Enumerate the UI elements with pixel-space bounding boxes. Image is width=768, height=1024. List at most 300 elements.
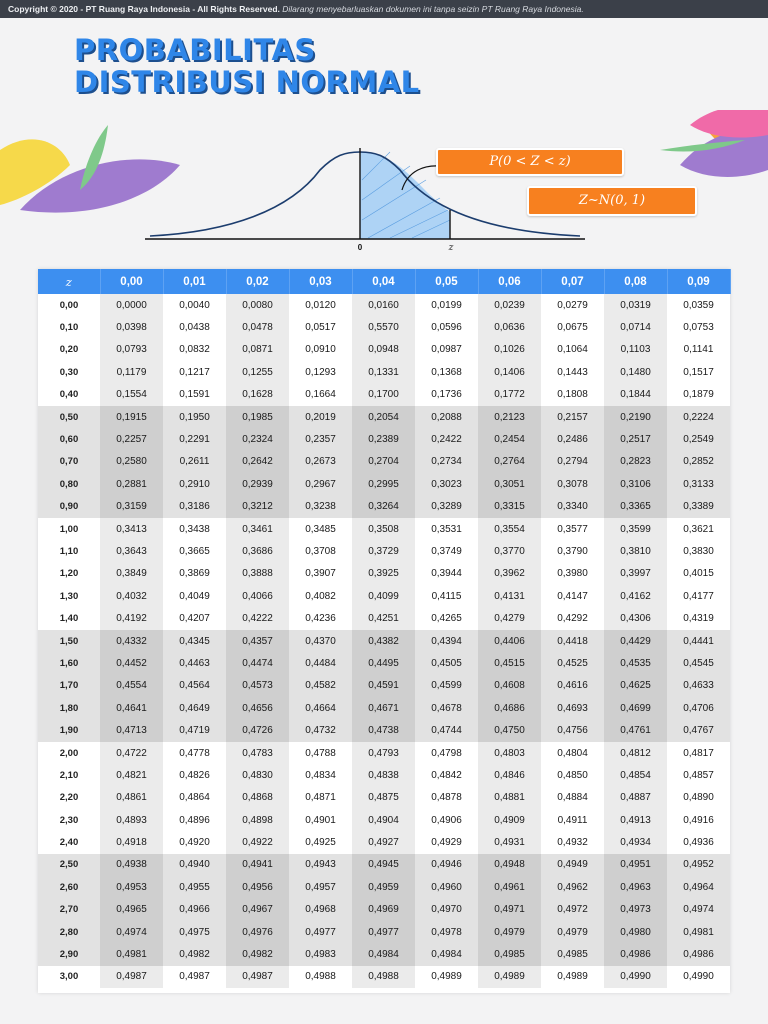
probability-cell: 0,4967	[226, 899, 289, 921]
probability-cell: 0,4983	[289, 943, 352, 965]
probability-cell: 0,4664	[289, 697, 352, 719]
probability-cell: 0,0675	[541, 316, 604, 338]
probability-cell: 0,4236	[289, 607, 352, 629]
probability-cell: 0,2422	[415, 428, 478, 450]
probability-cell: 0,4761	[604, 719, 667, 741]
probability-cell: 0,4738	[352, 719, 415, 741]
probability-cell: 0,2764	[478, 451, 541, 473]
probability-cell: 0,2190	[604, 406, 667, 428]
row-z-value: 1,80	[38, 697, 100, 719]
probability-cell: 0,4987	[100, 966, 163, 988]
probability-cell: 0,4980	[604, 921, 667, 943]
probability-cell: 0,4861	[100, 787, 163, 809]
probability-cell: 0,0398	[100, 316, 163, 338]
probability-cell: 0,2642	[226, 451, 289, 473]
probability-cell: 0,3962	[478, 563, 541, 585]
probability-cell: 0,4525	[541, 652, 604, 674]
probability-cell: 0,4943	[289, 854, 352, 876]
probability-cell: 0,2454	[478, 428, 541, 450]
probability-cell: 0,1026	[478, 339, 541, 361]
table-row	[38, 496, 730, 518]
probability-cell: 0,4977	[289, 921, 352, 943]
probability-cell: 0,4495	[352, 652, 415, 674]
probability-cell: 0,0596	[415, 316, 478, 338]
probability-cell: 0,3944	[415, 563, 478, 585]
probability-cell: 0,2291	[163, 428, 226, 450]
title-line-2: DISTRIBUSI NORMAL	[74, 65, 420, 99]
column-header: 0,09	[667, 269, 730, 294]
probability-cell: 0,4968	[289, 899, 352, 921]
probability-cell: 0,4936	[667, 831, 730, 853]
probability-cell: 0,3133	[667, 473, 730, 495]
table-row	[38, 742, 730, 764]
probability-cell: 0,2580	[100, 451, 163, 473]
probability-cell: 0,4978	[415, 921, 478, 943]
probability-cell: 0,3665	[163, 540, 226, 562]
probability-cell: 0,4115	[415, 585, 478, 607]
probability-cell: 0,4804	[541, 742, 604, 764]
table-row	[38, 719, 730, 741]
probability-cell: 0,1517	[667, 361, 730, 383]
probability-cell: 0,4015	[667, 563, 730, 585]
probability-cell: 0,4918	[100, 831, 163, 853]
probability-cell: 0,4082	[289, 585, 352, 607]
probability-cell: 0,4756	[541, 719, 604, 741]
probability-cell: 0,3159	[100, 496, 163, 518]
probability-cell: 0,4857	[667, 764, 730, 786]
row-z-value: 2,80	[38, 921, 100, 943]
probability-cell: 0,0987	[415, 339, 478, 361]
probability-cell: 0,4370	[289, 630, 352, 652]
probability-cell: 0,0793	[100, 339, 163, 361]
probability-cell: 0,4925	[289, 831, 352, 853]
column-header: 0,03	[289, 269, 352, 294]
probability-cell: 0,4817	[667, 742, 730, 764]
row-z-value: 2,20	[38, 787, 100, 809]
probability-cell: 0,4812	[604, 742, 667, 764]
probability-cell: 0,4988	[289, 966, 352, 988]
row-z-value: 2,10	[38, 764, 100, 786]
probability-cell: 0,4099	[352, 585, 415, 607]
column-header: 0,06	[478, 269, 541, 294]
probability-cell: 0,4987	[163, 966, 226, 988]
probability-cell: 0,4535	[604, 652, 667, 674]
probability-cell: 0,4868	[226, 787, 289, 809]
table-row	[38, 809, 730, 831]
probability-cell: 0,4953	[100, 876, 163, 898]
column-header: 0,01	[163, 269, 226, 294]
row-z-value: 0,70	[38, 451, 100, 473]
table-row	[38, 339, 730, 361]
probability-cell: 0,4955	[163, 876, 226, 898]
probability-cell: 0,2673	[289, 451, 352, 473]
probability-cell: 0,2910	[163, 473, 226, 495]
probability-cell: 0,4932	[541, 831, 604, 853]
z-table	[38, 269, 731, 988]
probability-cell: 0,4474	[226, 652, 289, 674]
probability-cell: 0,4989	[541, 966, 604, 988]
probability-cell: 0,3997	[604, 563, 667, 585]
copyright-text: Copyright © 2020 - PT Ruang Raya Indonesia - All Rights Reserved.	[8, 4, 280, 14]
probability-cell: 0,2967	[289, 473, 352, 495]
probability-cell: 0,0438	[163, 316, 226, 338]
probability-cell: 0,4545	[667, 652, 730, 674]
probability-cell: 0,3212	[226, 496, 289, 518]
probability-cell: 0,2054	[352, 406, 415, 428]
probability-cell: 0,3106	[604, 473, 667, 495]
page-title	[74, 34, 420, 98]
probability-cell: 0,1255	[226, 361, 289, 383]
table-row	[38, 854, 730, 876]
probability-cell: 0,5570	[352, 316, 415, 338]
probability-cell: 0,0636	[478, 316, 541, 338]
probability-cell: 0,4279	[478, 607, 541, 629]
probability-cell: 0,2734	[415, 451, 478, 473]
probability-cell: 0,4850	[541, 764, 604, 786]
row-z-value: 0,40	[38, 384, 100, 406]
leaf-pink-right	[690, 110, 768, 138]
row-z-value: 0,80	[38, 473, 100, 495]
probability-cell: 0,4971	[478, 899, 541, 921]
probability-cell: 0,4972	[541, 899, 604, 921]
probability-cell: 0,2324	[226, 428, 289, 450]
probability-cell: 0,4989	[415, 966, 478, 988]
probability-cell: 0,4901	[289, 809, 352, 831]
probability-cell: 0,4713	[100, 719, 163, 741]
probability-cell: 0,3599	[604, 518, 667, 540]
probability-cell: 0,1879	[667, 384, 730, 406]
row-z-value: 3,00	[38, 966, 100, 988]
probability-cell: 0,0832	[163, 339, 226, 361]
probability-cell: 0,2389	[352, 428, 415, 450]
table-row	[38, 652, 730, 674]
probability-cell: 0,2939	[226, 473, 289, 495]
probability-cell: 0,4564	[163, 675, 226, 697]
probability-cell: 0,4429	[604, 630, 667, 652]
probability-cell: 0,4875	[352, 787, 415, 809]
probability-cell: 0,4981	[100, 943, 163, 965]
table-row	[38, 966, 730, 988]
probability-cell: 0,3340	[541, 496, 604, 518]
probability-cell: 0,3531	[415, 518, 478, 540]
probability-cell: 0,4783	[226, 742, 289, 764]
probability-cell: 0,4984	[415, 943, 478, 965]
probability-cell: 0,3888	[226, 563, 289, 585]
probability-cell: 0,4767	[667, 719, 730, 741]
probability-cell: 0,3749	[415, 540, 478, 562]
probability-cell: 0,4722	[100, 742, 163, 764]
probability-cell: 0,3315	[478, 496, 541, 518]
table-row	[38, 630, 730, 652]
probability-cell: 0,4162	[604, 585, 667, 607]
probability-cell: 0,4938	[100, 854, 163, 876]
probability-cell: 0,3907	[289, 563, 352, 585]
probability-cell: 0,4656	[226, 697, 289, 719]
probability-cell: 0,0948	[352, 339, 415, 361]
probability-cell: 0,2611	[163, 451, 226, 473]
probability-cell: 0,4864	[163, 787, 226, 809]
probability-cell: 0,3508	[352, 518, 415, 540]
probability-cell: 0,0753	[667, 316, 730, 338]
table-row	[38, 316, 730, 338]
probability-cell: 0,4834	[289, 764, 352, 786]
probability-cell: 0,4505	[415, 652, 478, 674]
probability-cell: 0,2852	[667, 451, 730, 473]
column-header: 0,02	[226, 269, 289, 294]
probability-cell: 0,4222	[226, 607, 289, 629]
table-row	[38, 563, 730, 585]
probability-cell: 0,3413	[100, 518, 163, 540]
probability-cell: 0,4984	[352, 943, 415, 965]
probability-cell: 0,4957	[289, 876, 352, 898]
probability-cell: 0,4207	[163, 607, 226, 629]
probability-cell: 0,4977	[352, 921, 415, 943]
probability-cell: 0,0120	[289, 294, 352, 316]
probability-cell: 0,4904	[352, 809, 415, 831]
probability-cell: 0,1950	[163, 406, 226, 428]
probability-cell: 0,1554	[100, 384, 163, 406]
probability-cell: 0,4898	[226, 809, 289, 831]
probability-cell: 0,4987	[226, 966, 289, 988]
row-z-value: 0,00	[38, 294, 100, 316]
probability-cell: 0,4963	[604, 876, 667, 898]
table-body	[38, 294, 730, 988]
probability-cell: 0,4699	[604, 697, 667, 719]
column-header: 0,05	[415, 269, 478, 294]
probability-cell: 0,4890	[667, 787, 730, 809]
probability-cell: 0,2995	[352, 473, 415, 495]
probability-cell: 0,1368	[415, 361, 478, 383]
probability-cell: 0,4750	[478, 719, 541, 741]
probability-cell: 0,4686	[478, 697, 541, 719]
probability-cell: 0,4896	[163, 809, 226, 831]
probability-cell: 0,1406	[478, 361, 541, 383]
probability-cell: 0,4641	[100, 697, 163, 719]
probability-cell: 0,4633	[667, 675, 730, 697]
probability-cell: 0,3708	[289, 540, 352, 562]
probability-cell: 0,0359	[667, 294, 730, 316]
probability-cell: 0,1480	[604, 361, 667, 383]
probability-cell: 0,3485	[289, 518, 352, 540]
probability-cell: 0,4920	[163, 831, 226, 853]
row-z-value: 0,20	[38, 339, 100, 361]
row-z-value: 1,00	[38, 518, 100, 540]
probability-cell: 0,4881	[478, 787, 541, 809]
probability-cell: 0,2549	[667, 428, 730, 450]
probability-cell: 0,1915	[100, 406, 163, 428]
probability-cell: 0,3078	[541, 473, 604, 495]
probability-cell: 0,4979	[478, 921, 541, 943]
row-z-value: 2,00	[38, 742, 100, 764]
probability-cell: 0,4830	[226, 764, 289, 786]
probability-cell: 0,4452	[100, 652, 163, 674]
probability-cell: 0,2823	[604, 451, 667, 473]
probability-cell: 0,3925	[352, 563, 415, 585]
row-z-value: 2,30	[38, 809, 100, 831]
column-header: 0,00	[100, 269, 163, 294]
probability-cell: 0,3810	[604, 540, 667, 562]
probability-cell: 0,4788	[289, 742, 352, 764]
probability-cell: 0,4332	[100, 630, 163, 652]
probability-cell: 0,4406	[478, 630, 541, 652]
probability-cell: 0,3461	[226, 518, 289, 540]
probability-cell: 0,4941	[226, 854, 289, 876]
probability-cell: 0,4893	[100, 809, 163, 831]
row-z-value: 0,50	[38, 406, 100, 428]
table-row	[38, 607, 730, 629]
probability-cell: 0,2257	[100, 428, 163, 450]
probability-cell: 0,3023	[415, 473, 478, 495]
probability-cell: 0,4966	[163, 899, 226, 921]
column-header: 0,07	[541, 269, 604, 294]
probability-cell: 0,2704	[352, 451, 415, 473]
probability-cell: 0,0910	[289, 339, 352, 361]
probability-cell: 0,4989	[478, 966, 541, 988]
row-z-value: 0,90	[38, 496, 100, 518]
probability-cell: 0,4306	[604, 607, 667, 629]
probability-cell: 0,4319	[667, 607, 730, 629]
probability-cell: 0,4292	[541, 607, 604, 629]
probability-cell: 0,4265	[415, 607, 478, 629]
probability-cell: 0,4706	[667, 697, 730, 719]
probability-cell: 0,1772	[478, 384, 541, 406]
probability-cell: 0,4964	[667, 876, 730, 898]
probability-cell: 0,4582	[289, 675, 352, 697]
probability-cell: 0,3577	[541, 518, 604, 540]
probability-cell: 0,4591	[352, 675, 415, 697]
row-z-value: 1,60	[38, 652, 100, 674]
probability-cell: 0,4732	[289, 719, 352, 741]
probability-cell: 0,3238	[289, 496, 352, 518]
probability-cell: 0,0239	[478, 294, 541, 316]
probability-cell: 0,4986	[604, 943, 667, 965]
probability-cell: 0,3289	[415, 496, 478, 518]
probability-cell: 0,3438	[163, 518, 226, 540]
probability-cell: 0,4976	[226, 921, 289, 943]
probability-cell: 0,4946	[415, 854, 478, 876]
table-row	[38, 675, 730, 697]
probability-cell: 0,2517	[604, 428, 667, 450]
probability-cell: 0,4625	[604, 675, 667, 697]
probability-cell: 0,3770	[478, 540, 541, 562]
probability-cell: 0,4192	[100, 607, 163, 629]
probability-cell: 0,4982	[226, 943, 289, 965]
probability-cell: 0,3980	[541, 563, 604, 585]
probability-cell: 0,4049	[163, 585, 226, 607]
probability-cell: 0,1064	[541, 339, 604, 361]
probability-cell: 0,0517	[289, 316, 352, 338]
probability-cell: 0,4846	[478, 764, 541, 786]
copyright-notice: Dilarang menyebarluaskan dokumen ini tanpa seizin PT Ruang Raya Indonesia.	[282, 4, 584, 14]
probability-cell: 0,3790	[541, 540, 604, 562]
probability-cell: 0,4177	[667, 585, 730, 607]
table-row	[38, 428, 730, 450]
probability-cell: 0,0199	[415, 294, 478, 316]
probability-cell: 0,4803	[478, 742, 541, 764]
probability-cell: 0,1844	[604, 384, 667, 406]
probability-cell: 0,4909	[478, 809, 541, 831]
probability-cell: 0,4463	[163, 652, 226, 674]
probability-cell: 0,1664	[289, 384, 352, 406]
probability-cell: 0,1293	[289, 361, 352, 383]
probability-cell: 0,1628	[226, 384, 289, 406]
probability-cell: 0,4906	[415, 809, 478, 831]
probability-cell: 0,1808	[541, 384, 604, 406]
probability-cell: 0,4616	[541, 675, 604, 697]
probability-cell: 0,4990	[667, 966, 730, 988]
distribution-formula-badge: Z~N(0, 1)	[527, 186, 697, 216]
leaf-purple-right	[680, 130, 768, 177]
probability-cell: 0,1700	[352, 384, 415, 406]
table-row	[38, 361, 730, 383]
table-row	[38, 585, 730, 607]
probability-cell: 0,4066	[226, 585, 289, 607]
z-table-container	[38, 269, 730, 993]
header-z: z	[38, 269, 100, 294]
table-row	[38, 473, 730, 495]
title-line-1: PROBABILITAS	[74, 33, 316, 67]
probability-cell: 0,4793	[352, 742, 415, 764]
probability-cell: 0,2157	[541, 406, 604, 428]
probability-cell: 0,4032	[100, 585, 163, 607]
probability-cell: 0,4927	[352, 831, 415, 853]
row-z-value: 2,90	[38, 943, 100, 965]
probability-cell: 0,4357	[226, 630, 289, 652]
probability-cell: 0,3849	[100, 563, 163, 585]
probability-cell: 0,4573	[226, 675, 289, 697]
probability-cell: 0,2794	[541, 451, 604, 473]
probability-cell: 0,1591	[163, 384, 226, 406]
row-z-value: 1,70	[38, 675, 100, 697]
row-z-value: 0,60	[38, 428, 100, 450]
probability-cell: 0,4878	[415, 787, 478, 809]
probability-cell: 0,1985	[226, 406, 289, 428]
probability-cell: 0,4418	[541, 630, 604, 652]
probability-cell: 0,0319	[604, 294, 667, 316]
probability-cell: 0,4147	[541, 585, 604, 607]
probability-cell: 0,4934	[604, 831, 667, 853]
column-header: 0,08	[604, 269, 667, 294]
column-header: 0,04	[352, 269, 415, 294]
probability-cell: 0,4131	[478, 585, 541, 607]
probability-cell: 0,1331	[352, 361, 415, 383]
probability-cell: 0,3554	[478, 518, 541, 540]
probability-cell: 0,4929	[415, 831, 478, 853]
probability-cell: 0,4649	[163, 697, 226, 719]
probability-cell: 0,4726	[226, 719, 289, 741]
table-row	[38, 876, 730, 898]
row-z-value: 1,50	[38, 630, 100, 652]
probability-cell: 0,4608	[478, 675, 541, 697]
probability-cell: 0,4821	[100, 764, 163, 786]
probability-cell: 0,4981	[667, 921, 730, 943]
probability-cell: 0,2224	[667, 406, 730, 428]
probability-cell: 0,1103	[604, 339, 667, 361]
probability-cell: 0,3365	[604, 496, 667, 518]
probability-cell: 0,4394	[415, 630, 478, 652]
probability-cell: 0,3729	[352, 540, 415, 562]
row-z-value: 1,20	[38, 563, 100, 585]
probability-cell: 0,2088	[415, 406, 478, 428]
row-z-value: 0,10	[38, 316, 100, 338]
probability-cell: 0,4798	[415, 742, 478, 764]
row-z-value: 2,70	[38, 899, 100, 921]
probability-cell: 0,4940	[163, 854, 226, 876]
probability-cell: 0,0714	[604, 316, 667, 338]
probability-cell: 0,4887	[604, 787, 667, 809]
probability-cell: 0,3869	[163, 563, 226, 585]
probability-cell: 0,0040	[163, 294, 226, 316]
